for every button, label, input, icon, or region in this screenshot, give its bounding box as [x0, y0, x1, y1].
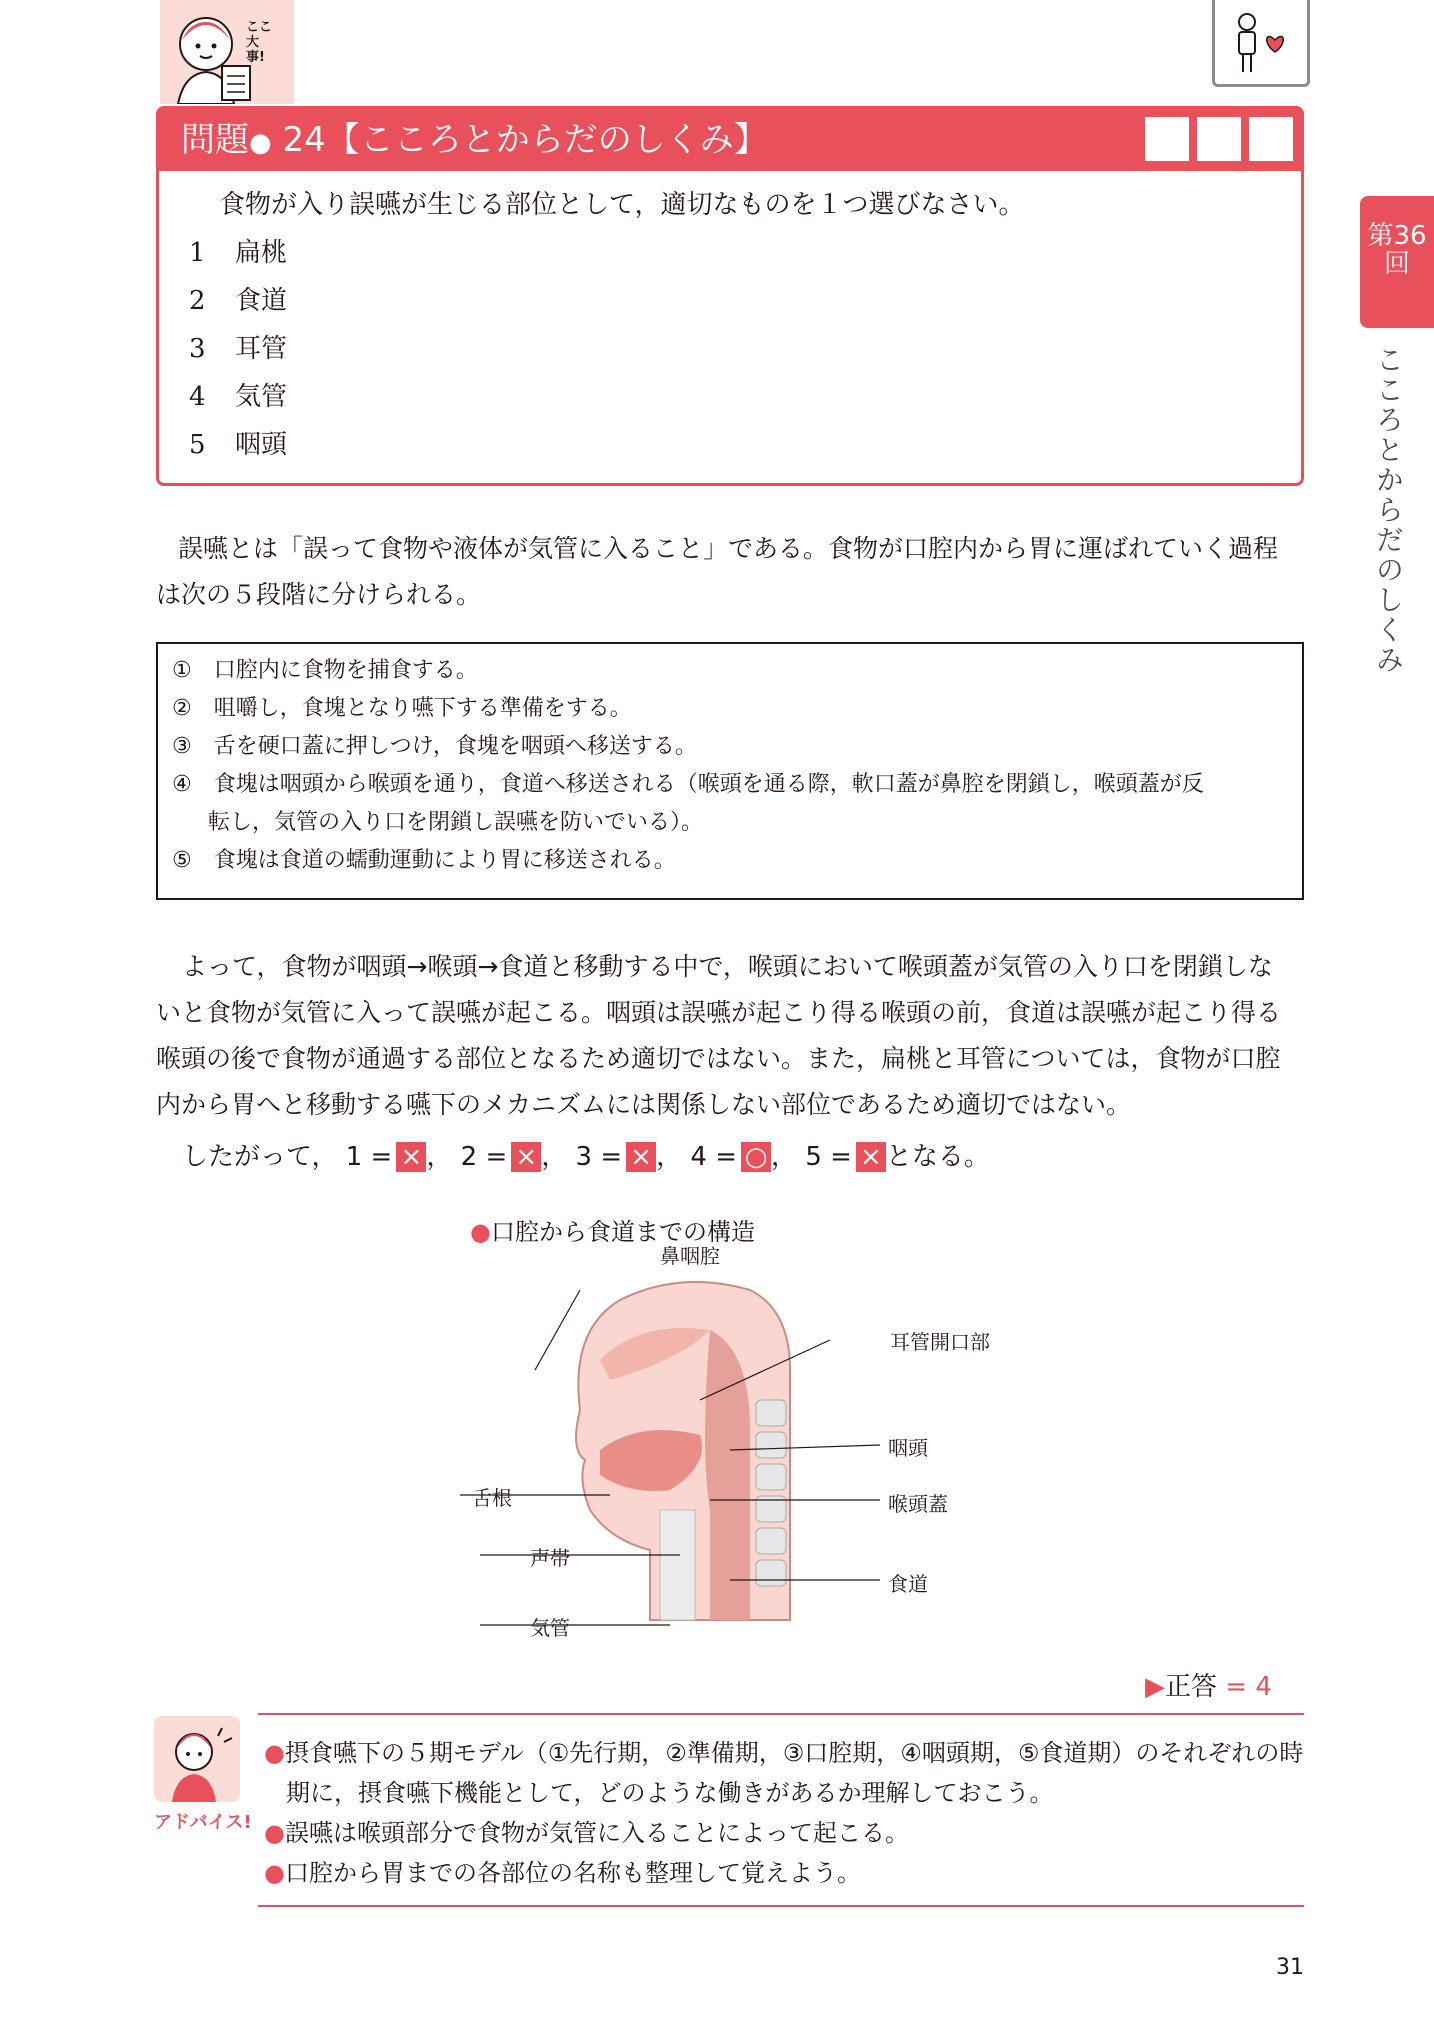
choice-label: 食道	[235, 286, 288, 316]
diagram-title: ●口腔から食道までの構造	[470, 1218, 755, 1246]
choice-number: 4	[189, 382, 206, 412]
result-suffix: となる。	[885, 1142, 990, 1172]
choice-item[interactable]	[189, 421, 287, 469]
question-text: 食物が入り誤嚥が生じる部位として，適切なものを１つ選びなさい。	[219, 190, 1025, 220]
result-item: 4 = ○ ，	[690, 1142, 798, 1172]
bullet-icon: ●	[264, 1819, 285, 1847]
throat-diagram	[460, 1244, 1020, 1640]
stage-item: ① 口腔内に食物を捕食する。	[172, 658, 478, 683]
label-pharynx: 咽頭	[888, 1436, 928, 1460]
result-item: 3 = × ，	[575, 1142, 683, 1172]
stage-item: ④ 食塊は咽頭から喉頭を通り，食道へ移送される（喉頭を通る際，軟口蓋が鼻腔を閉鎖し，喉頭蓋が反	[172, 772, 1204, 797]
choice-number: 1	[189, 238, 206, 268]
choice-item[interactable]	[189, 229, 287, 277]
label-nasopharynx: 鼻咽腔	[660, 1244, 720, 1268]
chapter-tab[interactable]: 第36回	[1360, 196, 1434, 328]
advice-item: ●口腔から胃までの各部位の名称も整理して覚えよう。	[264, 1859, 861, 1887]
intro-line: 誤嚥とは「誤って食物や液体が気管に入ること」である。食物が口腔内から胃に運ばれていく過程	[178, 534, 1279, 563]
bullet-icon: ●	[264, 1859, 285, 1887]
label-esophagus: 食道	[888, 1572, 928, 1596]
answer-value: 4	[1255, 1672, 1272, 1702]
side-title: こころとからだのしくみ	[1372, 345, 1405, 675]
stage-item: ③ 舌を硬口蓋に押しつけ，食塊を咽頭へ移送する。	[172, 734, 697, 759]
intro-line: は次の５段階に分けられる。	[156, 580, 482, 609]
check-box[interactable]	[1197, 117, 1241, 161]
result-mark: ×	[856, 1142, 886, 1172]
label-trachea: 気管	[530, 1616, 570, 1640]
heading-prefix: 問題	[181, 120, 249, 160]
stage-item: ⑤ 食塊は食道の蠕動運動により胃に移送される。	[172, 848, 676, 873]
choice-item[interactable]	[189, 325, 287, 373]
advice-mascot-illustration	[154, 1716, 240, 1802]
result-item: 1 = × ，	[345, 1142, 453, 1172]
label-vocal-cords: 声帯	[530, 1546, 570, 1570]
body-line: いと食物が気管に入って誤嚥が起こる。咽頭は誤嚥が起こり得る喉頭の前，食道は誤嚥が起こり得る	[156, 998, 1282, 1027]
label-eustachian: 耳管開口部	[890, 1330, 990, 1354]
choice-item[interactable]	[189, 277, 287, 325]
result-item: 2 = × ，	[460, 1142, 568, 1172]
body-line: 内から胃へと移動する嚥下のメカニズムには関係しない部位であるため適切ではない。	[156, 1090, 1132, 1119]
stage-item: 転し，気管の入り口を閉鎖し誤嚥を防いでいる）。	[208, 810, 704, 835]
result-mark: ×	[396, 1142, 426, 1172]
question-box	[156, 106, 1304, 486]
choice-item[interactable]	[189, 373, 287, 421]
choice-number: 2	[189, 286, 206, 316]
result-mark: ○	[741, 1142, 771, 1172]
advice-item: ●誤嚥は喉頭部分で食物が気管に入ることによって起こる。	[264, 1819, 909, 1847]
choice-list	[189, 229, 287, 469]
choice-label: 扁桃	[235, 238, 288, 268]
triangle-icon: ▶	[1145, 1672, 1165, 1702]
check-box[interactable]	[1249, 117, 1293, 161]
choice-number: 3	[189, 334, 206, 364]
label-epiglottis: 喉頭蓋	[888, 1492, 948, 1516]
choice-label: 咽頭	[235, 430, 288, 460]
correct-answer: ▶正答 = 4	[1145, 1672, 1272, 1702]
body-line: 喉頭の後で食物が通過する部位となるため適切ではない。また，扁桃と耳管については，食物が口腔	[156, 1044, 1281, 1073]
result-mark: ×	[626, 1142, 656, 1172]
bullet-icon: ●	[249, 128, 272, 158]
stage-item: ② 咀嚼し，食塊となり嚥下する準備をする。	[172, 696, 632, 721]
advice-label: アドバイス!	[154, 1812, 252, 1833]
mascot-illustration	[160, 0, 294, 104]
question-topic: 【こころとからだのしくみ】	[325, 120, 768, 160]
check-box[interactable]	[1145, 117, 1189, 161]
advice-item: ●摂食嚥下の５期モデル（①先行期，②準備期，③口腔期，④咽頭期，⑤食道期）のそれぞれの時	[264, 1739, 1304, 1767]
choice-label: 耳管	[235, 334, 288, 364]
bullet-icon: ●	[264, 1739, 285, 1767]
result-line	[182, 1134, 990, 1180]
advice-item-continued: 期に，摂食嚥下機能として，どのような働きがあるか理解しておこう。	[286, 1779, 1054, 1807]
stages-box	[156, 642, 1304, 900]
result-prefix: したがって，	[182, 1142, 338, 1172]
label-tongue-root: 舌根	[472, 1486, 512, 1510]
body-line: よって，食物が咽頭→喉頭→食道と移動する中で，喉頭において喉頭蓋が気管の入り口を閉鎖しな	[182, 952, 1273, 981]
result-mark: ×	[511, 1142, 541, 1172]
question-number: 24	[282, 120, 326, 160]
bullet-icon: ●	[470, 1218, 491, 1246]
answer-label: 正答	[1165, 1672, 1218, 1702]
person-heart-icon	[1212, 0, 1310, 87]
choice-number: 5	[189, 430, 206, 460]
question-heading	[159, 109, 1301, 171]
choice-label: 気管	[235, 382, 288, 412]
page-number: 31	[1276, 1955, 1304, 1980]
mascot-text: ここ大事!	[246, 20, 273, 65]
result-item: 5 = ×	[805, 1142, 886, 1172]
